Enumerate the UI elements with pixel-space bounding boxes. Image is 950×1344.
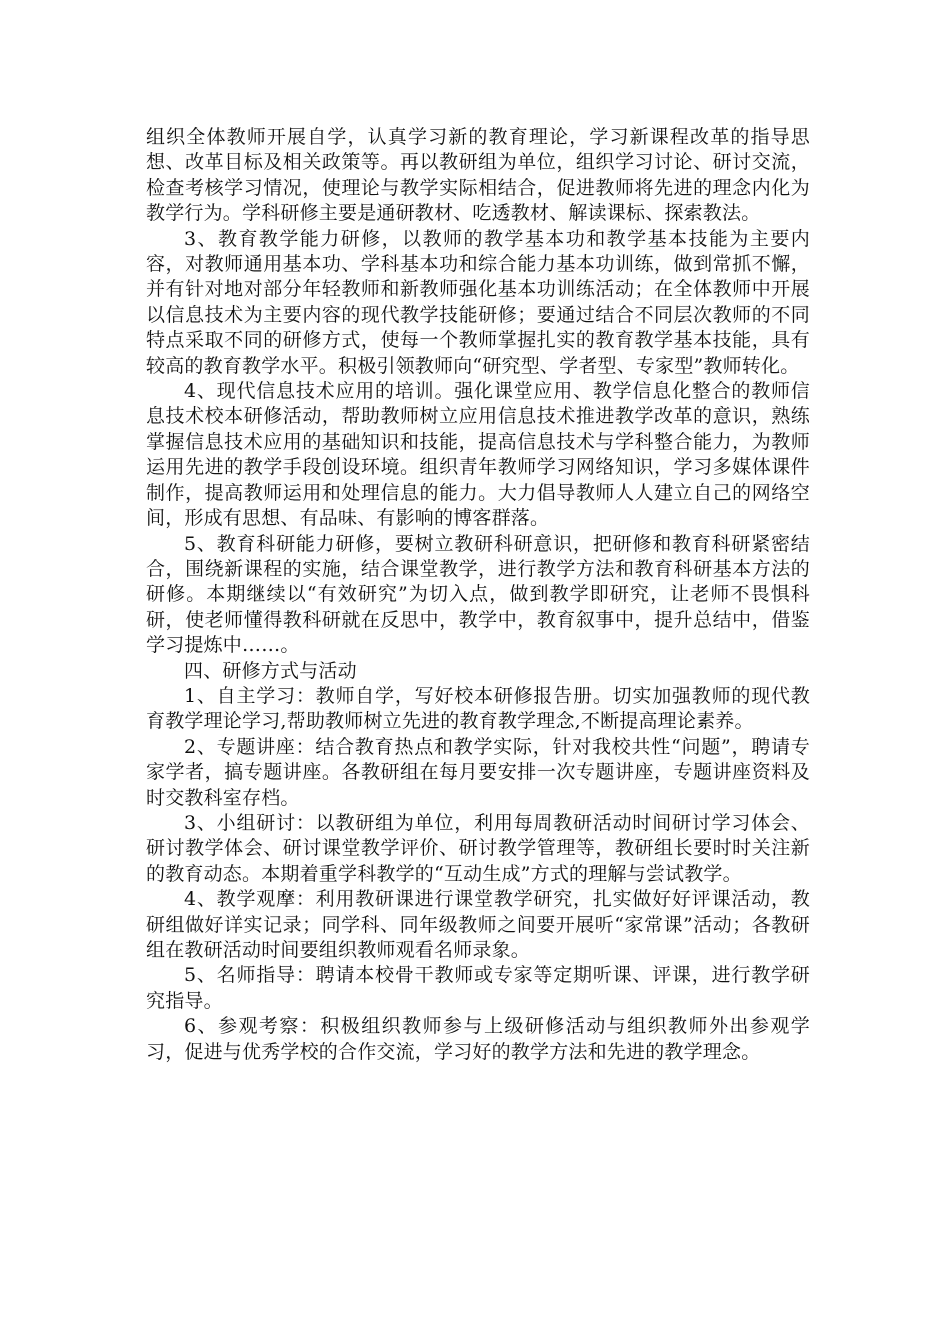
document-body: [146, 125, 810, 1065]
paragraph-lectures: 2、专题讲座：结合教育热点和教学实际，针对我校共性“问题”，聘请专家学者，搞专题讲座。各教研组在每月要安排一次专题讲座，专题讲座资料及时交教科室存档。: [146, 735, 810, 809]
paragraph-self-study: 1、自主学习：教师自学，写好校本研修报告册。切实加强教师的现代教育教学理论学习,帮助教师树立先进的教育教学理念,不断提高理论素养。: [146, 684, 810, 733]
paragraph-study-intro: 组织全体教师开展自学，认真学习新的教育理论，学习新课程改革的指导思想、改革目标及相关政策等。再以教研组为单位，组织学习讨论、研讨交流，检查考核学习情况，使理论与教学实际相结合，促进教师将先进的理念内化为教学行为。学科研修主要是通研教材、吃透教材、解读课标、探索教法。: [146, 126, 810, 225]
paragraph-site-visits: 6、参观考察：积极组织教师参与上级研修活动与组织教师外出参观学习，促进与优秀学校的合作交流，学习好的教学方法和先进的教学理念。: [146, 1015, 810, 1063]
section-heading-methods: 四、研修方式与活动: [184, 659, 357, 682]
paragraph-mentor-guidance: 5、名师指导：聘请本校骨干教师或专家等定期听课、评课，进行教学研究指导。: [146, 964, 810, 1012]
paragraph-teaching-ability: 3、教育教学能力研修，以教师的教学基本功和教学基本技能为主要内容，对教师通用基本功、学科基本功和综合能力基本功训练，做到常抓不懈，并有针对地对部分年轻教师和新教师强化基本功训练活动；在全体教师中开展以信息技术为主要内容的现代教学技能研修；要通过结合不同层次教师的不同特点采取不同的研修方式，使每一个教师掌握扎实的教育教学基本技能，具有较高的教育教学水平。积极引领教师向“研究型、学者型、专家型”教师转化。: [146, 227, 810, 377]
paragraph-it-training: 4、现代信息技术应用的培训。强化课堂应用、教学信息化整合的教师信息技术校本研修活动，帮助教师树立应用信息技术推进教学改革的意识，熟练掌握信息技术应用的基础知识和技能，提高信息技术与学科整合能力，为教师运用先进的教学手段创设环境。组织青年教师学习网络知识，学习多媒体课件制作，提高教师运用和处理信息的能力。大力倡导教师人人建立自己的网络空间，形成有思想、有品味、有影响的博客群落。: [146, 380, 810, 530]
paragraph-group-discussion: 3、小组研讨：以教研组为单位，利用每周教研活动时间研讨学习体会、研讨教学体会、研讨课堂教学评价、研讨教学管理等，教研组长要时时关注新的教育动态。本期着重学科教学的“互动生成”方式的理解与尝试教学。: [146, 811, 810, 885]
paragraph-observation: 4、教学观摩：利用教研课进行课堂教学研究，扎实做好好评课活动，教研组做好详实记录；同学科、同年级教师之间要开展听“家常课”活动；各教研组在教研活动时间要组织教师观看名师录象。: [146, 888, 810, 961]
paragraph-research-ability: 5、教育科研能力研修，要树立教研科研意识，把研修和教育科研紧密结合，围绕新课程的实施，结合课堂教学，进行教学方法和教育科研基本方法的研修。本期继续以“有效研究”为切入点，做到教学即研究，让老师不畏惧科研，使老师懂得教科研就在反思中，教学中，教育叙事中，提升总结中，借鉴学习提炼中……。: [146, 532, 810, 657]
